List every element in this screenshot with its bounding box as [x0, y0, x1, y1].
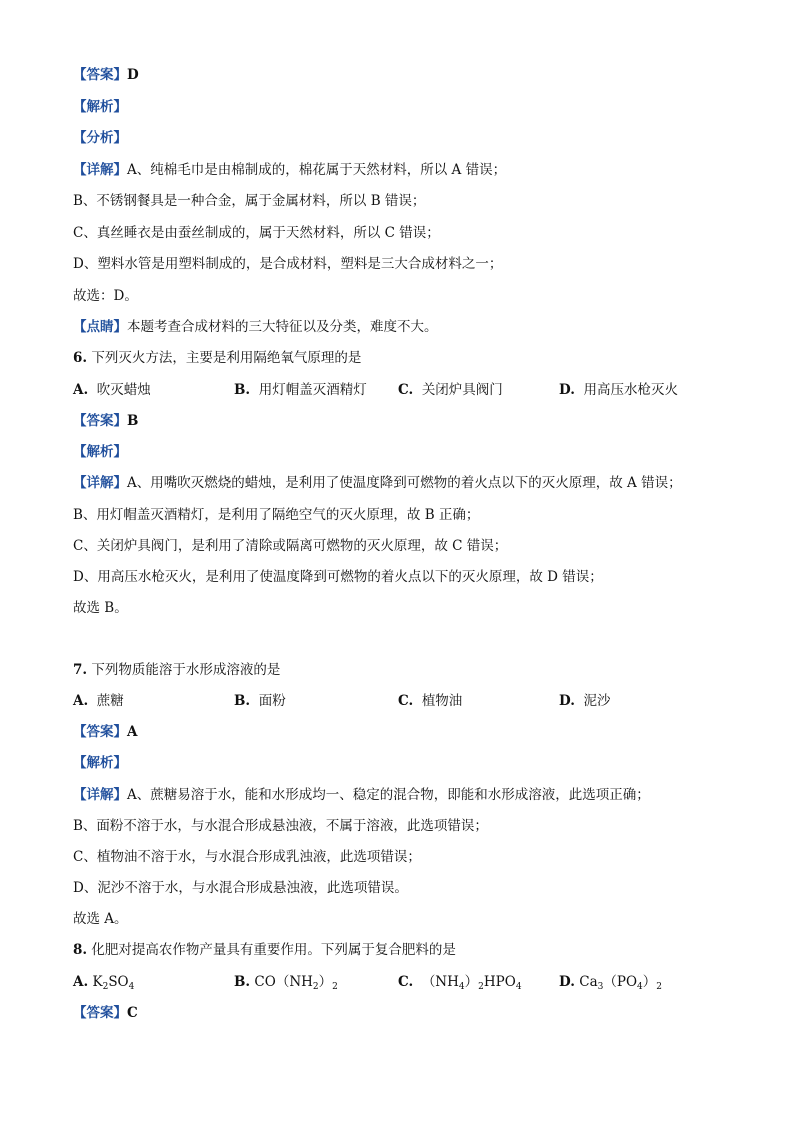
q6-detail-line: D、用高压水枪灭火，是利用了使温度降到可燃物的着火点以下的灭火原理，故 D 错误；: [73, 569, 603, 585]
q7-conclusion: 故选 A。: [73, 911, 128, 927]
q7-analysis-tag: 【解析】: [73, 755, 127, 771]
q8-answer-line: 【答案】C: [73, 1005, 138, 1021]
q5-detail-line: D、塑料水管是用塑料制成的，是合成材料，塑料是三大合成材料之一；: [73, 256, 503, 272]
q5-answer-line: [73, 66, 139, 84]
q6-stem: 6. 下列灭火方法，主要是利用隔绝氧气原理的是: [73, 350, 362, 366]
q8-option-b: B. $CO(NH_2)_2$: [234, 974, 338, 992]
q6-option-d: D. 用高压水枪灭火: [559, 382, 679, 398]
q7-detail-line: B、面粉不溶于水，与水混合形成悬浊液，不属于溶液，此选项错误；: [73, 818, 488, 834]
answer-value: D: [127, 67, 139, 83]
q5-detail-line: 【详解】A、纯棉毛巾是由棉制成的，棉花属于天然材料，所以 A 错误；: [73, 162, 507, 178]
q6-detail-line: C、关闭炉具阀门，是利用了清除或隔离可燃物的灭火原理，故 C 错误；: [73, 538, 508, 554]
q7-detail-line: C、植物油不溶于水，与水混合形成乳浊液，此选项错误；: [73, 849, 421, 865]
q6-detail-line: 【详解】A、用嘴吹灭燃烧的蜡烛，是利用了使温度降到可燃物的着火点以下的灭火原理，故 A 错误；: [73, 475, 682, 491]
q6-option-b: B. 用灯帽盖灭酒精灯: [234, 382, 367, 398]
q6-option-a: A. 吹灭蜡烛: [73, 382, 151, 398]
q7-detail-line: D、泥沙不溶于水，与水混合形成悬浊液，此选项错误。: [73, 880, 408, 896]
answer-tag: 【答案】: [73, 67, 127, 83]
q5-analysis-tag: 【解析】: [73, 99, 127, 115]
q5-fenxi-tag: 【分析】: [73, 130, 127, 146]
q6-detail-line: B、用灯帽盖灭酒精灯，是利用了隔绝空气的灭火原理，故 B 正确；: [73, 507, 480, 523]
q7-option-a: A. 蔗糖: [73, 693, 124, 709]
q6-answer-line: 【答案】B: [73, 413, 139, 429]
q8-stem: 8. 化肥对提高农作物产量具有重要作用。下列属于复合肥料的是: [73, 942, 456, 958]
q6-conclusion: 故选 B。: [73, 600, 128, 616]
q8-option-d: D. $Ca_3(PO_4)_2$: [559, 974, 662, 992]
q5-conclusion: 故选：D。: [73, 288, 138, 304]
q7-option-b: B. 面粉: [234, 693, 286, 709]
q8-option-a: A. $K_2SO_4$: [73, 974, 135, 992]
q7-option-c: C. 植物油: [398, 693, 463, 709]
q7-detail-line: 【详解】A、蔗糖易溶于水，能和水形成均一、稳定的混合物，即能和水形成溶液，此选项正确；: [73, 787, 650, 803]
q5-detail-line: B、不锈钢餐具是一种合金，属于金属材料，所以 B 错误；: [73, 193, 426, 209]
q6-option-c: C. 关闭炉具阀门: [398, 382, 503, 398]
q7-answer-line: 【答案】A: [73, 724, 138, 740]
q5-detail-line: C、真丝睡衣是由蚕丝制成的，属于天然材料，所以 C 错误；: [73, 225, 440, 241]
q5-comment-line: 【点睛】本题考查合成材料的三大特征以及分类，难度不大。: [73, 319, 438, 335]
q7-option-d: D. 泥沙: [559, 693, 611, 709]
q8-option-c: C. $(NH_4)_2HPO_4$: [398, 974, 522, 992]
q7-stem: 7. 下列物质能溶于水形成溶液的是: [73, 662, 281, 678]
q6-analysis-tag: 【解析】: [73, 444, 127, 460]
